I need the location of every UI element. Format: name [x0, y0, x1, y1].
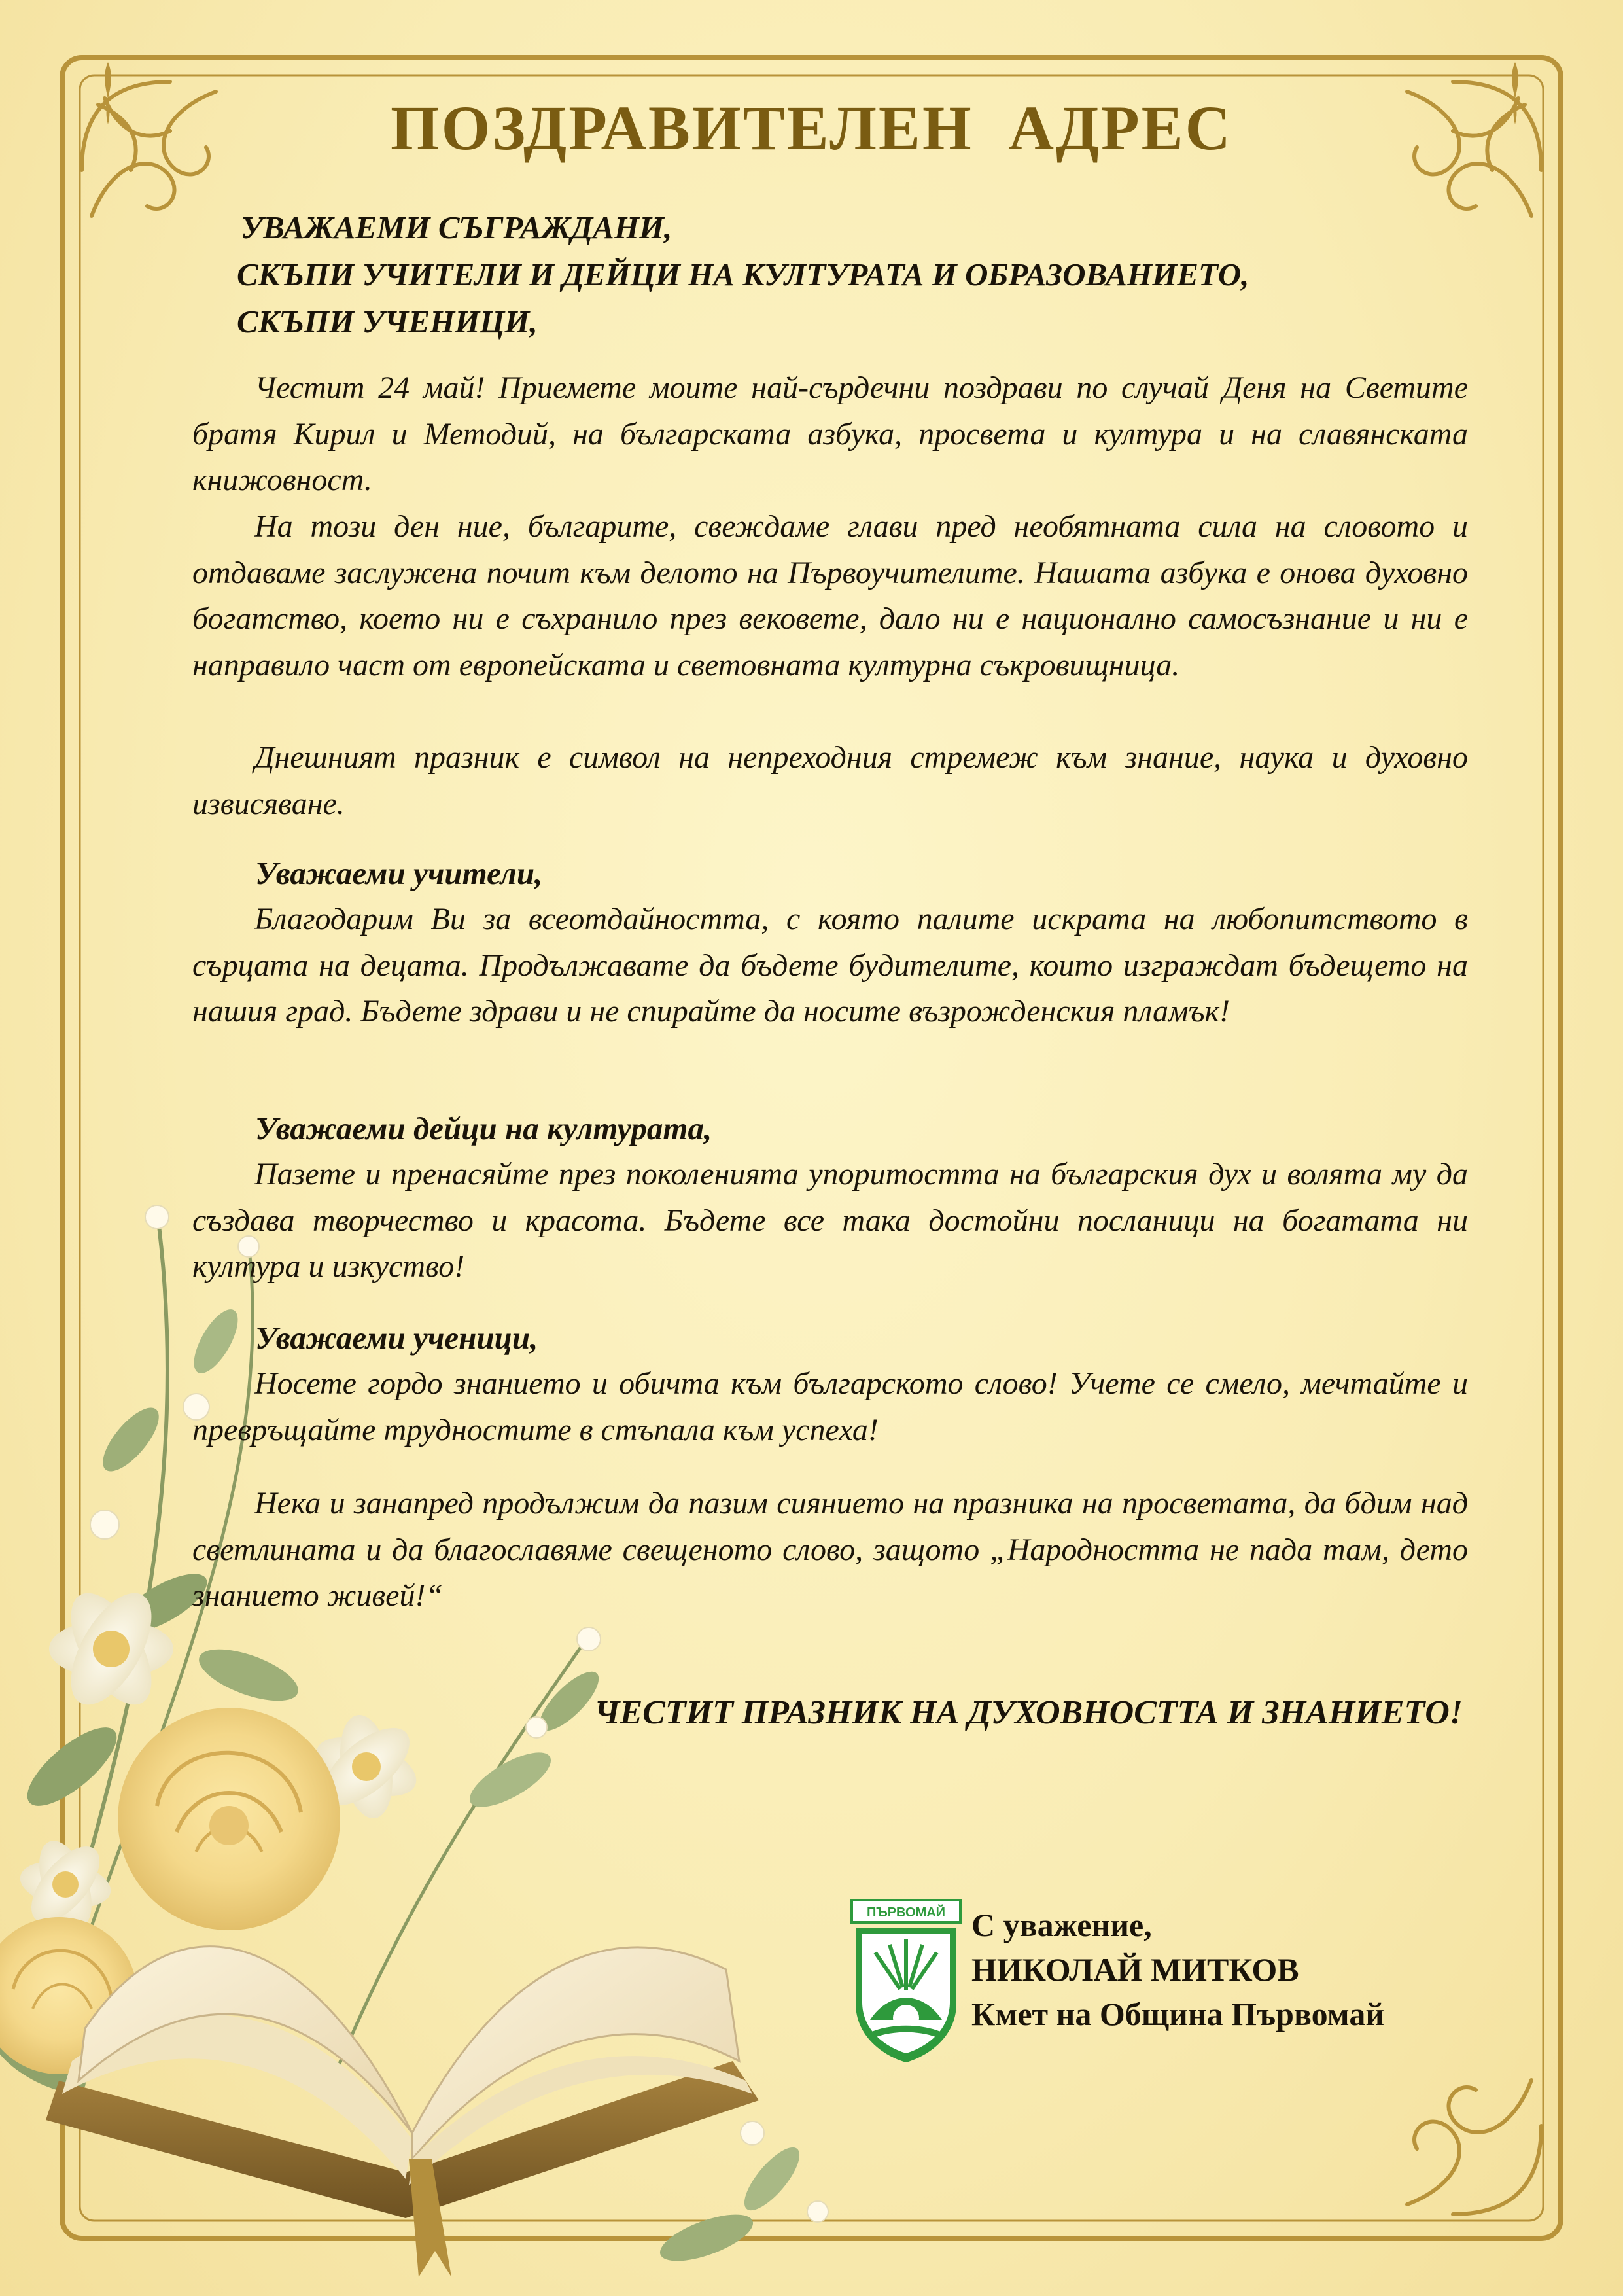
closing-line: ЧЕСТИТ ПРАЗНИК НА ДУХОВНОСТТА И ЗНАНИЕТО! — [594, 1694, 1463, 1731]
salutation — [237, 204, 1480, 345]
culture-heading: Уважаеми дейци на културата, — [255, 1110, 712, 1146]
salutation-line: СКЪПИ УЧЕНИЦИ, — [237, 304, 538, 340]
culture-paragraph: Пазете и пренасяйте през поколенията упоритостта на българския дух и волята му да създава творчество и красота. Бъдете все така достойни посланици на богатата ни култура и изкуство! — [192, 1157, 1468, 1284]
municipality-crest-icon — [850, 1899, 962, 2064]
teachers-heading: Уважаеми учители, — [255, 855, 543, 891]
students-paragraph: Носете гордо знанието и обичта към българското слово! Учете се смело, мечтайте и превръщайте трудностите в стъпала към успеха! — [192, 1366, 1468, 1447]
body-paragraph: Днешният празник е символ на непреходния стремеж към знание, наука и духовно извисяване. — [192, 740, 1468, 821]
page-title: ПОЗДРАВИТЕЛЕН АДРЕС — [391, 93, 1232, 163]
body-paragraph: Честит 24 май! Приемете моите най-сърдечни поздрави по случай Деня на Светите братя Кирил и Методий, на българската азбука, просвета и култура и на славянската книжовност. — [192, 370, 1468, 497]
regards-line: С уважение, — [971, 1907, 1152, 1943]
body-paragraph: На този ден ние, българите, свеждаме глави пред необятната сила на словото и отдаваме заслужена почит към делото на Първоучителите. Нашата азбука е онова духовно богатство, което ни е съхранило през вековете, дало ни е национално самосъзнание и ни е направило част от европейската и световната културна съкровищница. — [192, 509, 1468, 682]
students-heading: Уважаеми ученици, — [255, 1320, 538, 1356]
salutation-line: УВАЖАЕМИ СЪГРАЖДАНИ, — [241, 209, 672, 245]
final-paragraph: Нека и занапред продължим да пазим сиянието на празника на просветата, да бдим над светлината и да благославяме свещеното слово, защото „Народността не пада там, дето знанието живей!“ — [192, 1486, 1468, 1613]
open-book-icon — [46, 1947, 759, 2277]
signature-block — [971, 1903, 1384, 2036]
salutation-line: СКЪПИ УЧИТЕЛИ И ДЕЙЦИ НА КУЛТУРАТА И ОБРАЗОВАНИЕТО, — [237, 256, 1249, 292]
signer-position: Кмет на Община Първомай — [971, 1996, 1385, 2032]
signer-name: НИКОЛАЙ МИТКОВ — [971, 1951, 1299, 1988]
crest-label: ПЪРВОМАЙ — [866, 1905, 946, 1920]
teachers-paragraph: Благодарим Ви за всеотдайността, с която палите искрата на любопитството в сърцата на децата. Продължавате да бъдете будителите, които изграждат бъдещето на нашия град. Бъдете здрави и не спирайте да носите възрожденския пламък! — [192, 902, 1468, 1029]
